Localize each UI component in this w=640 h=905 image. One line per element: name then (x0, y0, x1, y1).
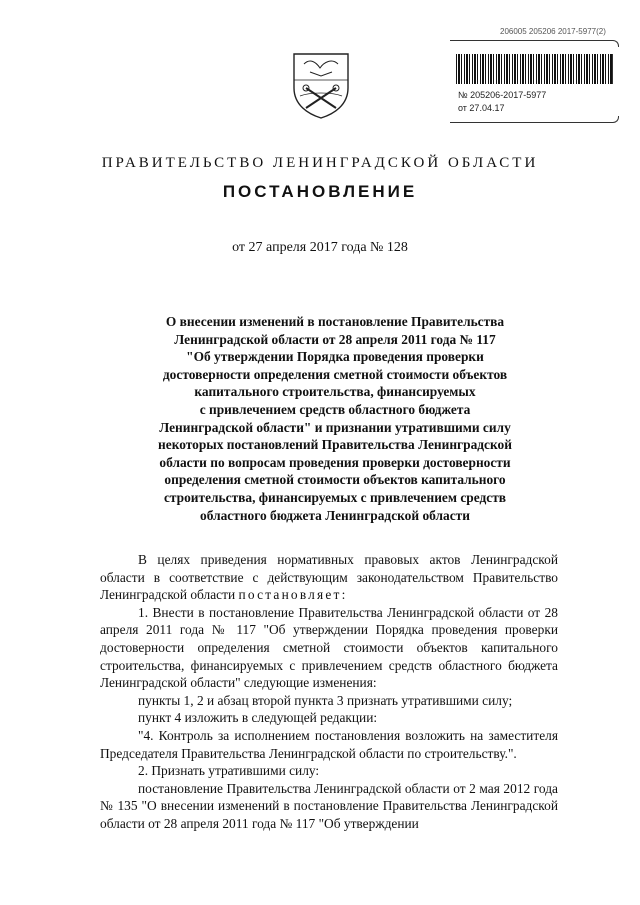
preamble-text: В целях приведения нормативных правовых актов Ленинградской области в соответствие с действующим законодательством Правительство Ленинградской области (100, 552, 558, 603)
body-paragraph-quote: "4. Контроль за исполнением постановления возложить на заместителя Председателя Правительства Ленинградской области по строительству.". (100, 727, 558, 761)
registration-stamp (450, 40, 620, 120)
subject-line: Ленинградской области от 28 апреля 2011 года № 117 (174, 331, 496, 347)
subject-line: достоверности определения сметной стоимости объектов (162, 366, 508, 382)
registration-date: от 27.04.17 (458, 103, 505, 113)
body-paragraph: пункт 4 изложить в следующей редакции: (138, 710, 378, 726)
document-subject (140, 313, 530, 524)
body-paragraph: постановление Правительства Ленинградской области от 2 мая 2012 года № 135 "О внесении изменений в постановление Правительства Ленинградской области от 28 апреля 2011 года № 117 "Об утверждении (100, 780, 558, 831)
document-body (100, 551, 558, 833)
document-type: ПОСТАНОВЛЕНИЕ (222, 182, 418, 201)
subject-line: О внесении изменений в постановление Правительства (165, 314, 505, 329)
document-code: 206005 205206 2017-5977(2) (500, 27, 606, 36)
decree-word: постановляет: (238, 587, 348, 603)
subject-line: областного бюджета Ленинградской области (200, 507, 470, 523)
body-paragraph-preamble (100, 551, 558, 604)
subject-line: "Об утверждении Порядка проведения проверки (186, 349, 484, 365)
subject-line: некоторых постановлений Правительства Ленинградской (158, 437, 512, 453)
subject-line: с привлечением средств областного бюджета (199, 401, 471, 417)
registration-number: № 205206-2017-5977 (458, 90, 547, 100)
stamp-bracket-top (450, 40, 619, 47)
body-paragraph-item-2: 2. Признать утратившими силу: (138, 763, 320, 779)
coat-of-arms-icon (290, 50, 352, 120)
subject-line: области по вопросам проведения проверки достоверности (159, 454, 511, 470)
body-paragraph: пункты 1, 2 и абзац второй пункта 3 признать утратившими силу; (138, 692, 513, 708)
subject-line: определения сметной стоимости объектов капитального (164, 472, 506, 488)
document-date-number: от 27 апреля 2017 года № 128 (232, 240, 408, 255)
stamp-bracket-bottom (450, 116, 619, 123)
barcode-icon (456, 54, 613, 84)
subject-line: Ленинградской области" и признании утратившими силу (159, 419, 511, 435)
subject-line: строительства, финансируемых с привлечением средств (163, 489, 507, 505)
subject-line: капитального строительства, финансируемых (194, 384, 476, 400)
body-paragraph-item-1: 1. Внести в постановление Правительства Ленинградской области от 28 апреля 2011 года № 117 "Об утверждении Порядка проведения проверки достоверности определения сметной стоимости объектов капитального строительства, финансируемых с привлечением средств областного бюджета Ленинградской области" следующие изменения: (100, 604, 558, 691)
government-title: ПРАВИТЕЛЬСТВО ЛЕНИНГРАДСКОЙ ОБЛАСТИ (101, 155, 539, 171)
